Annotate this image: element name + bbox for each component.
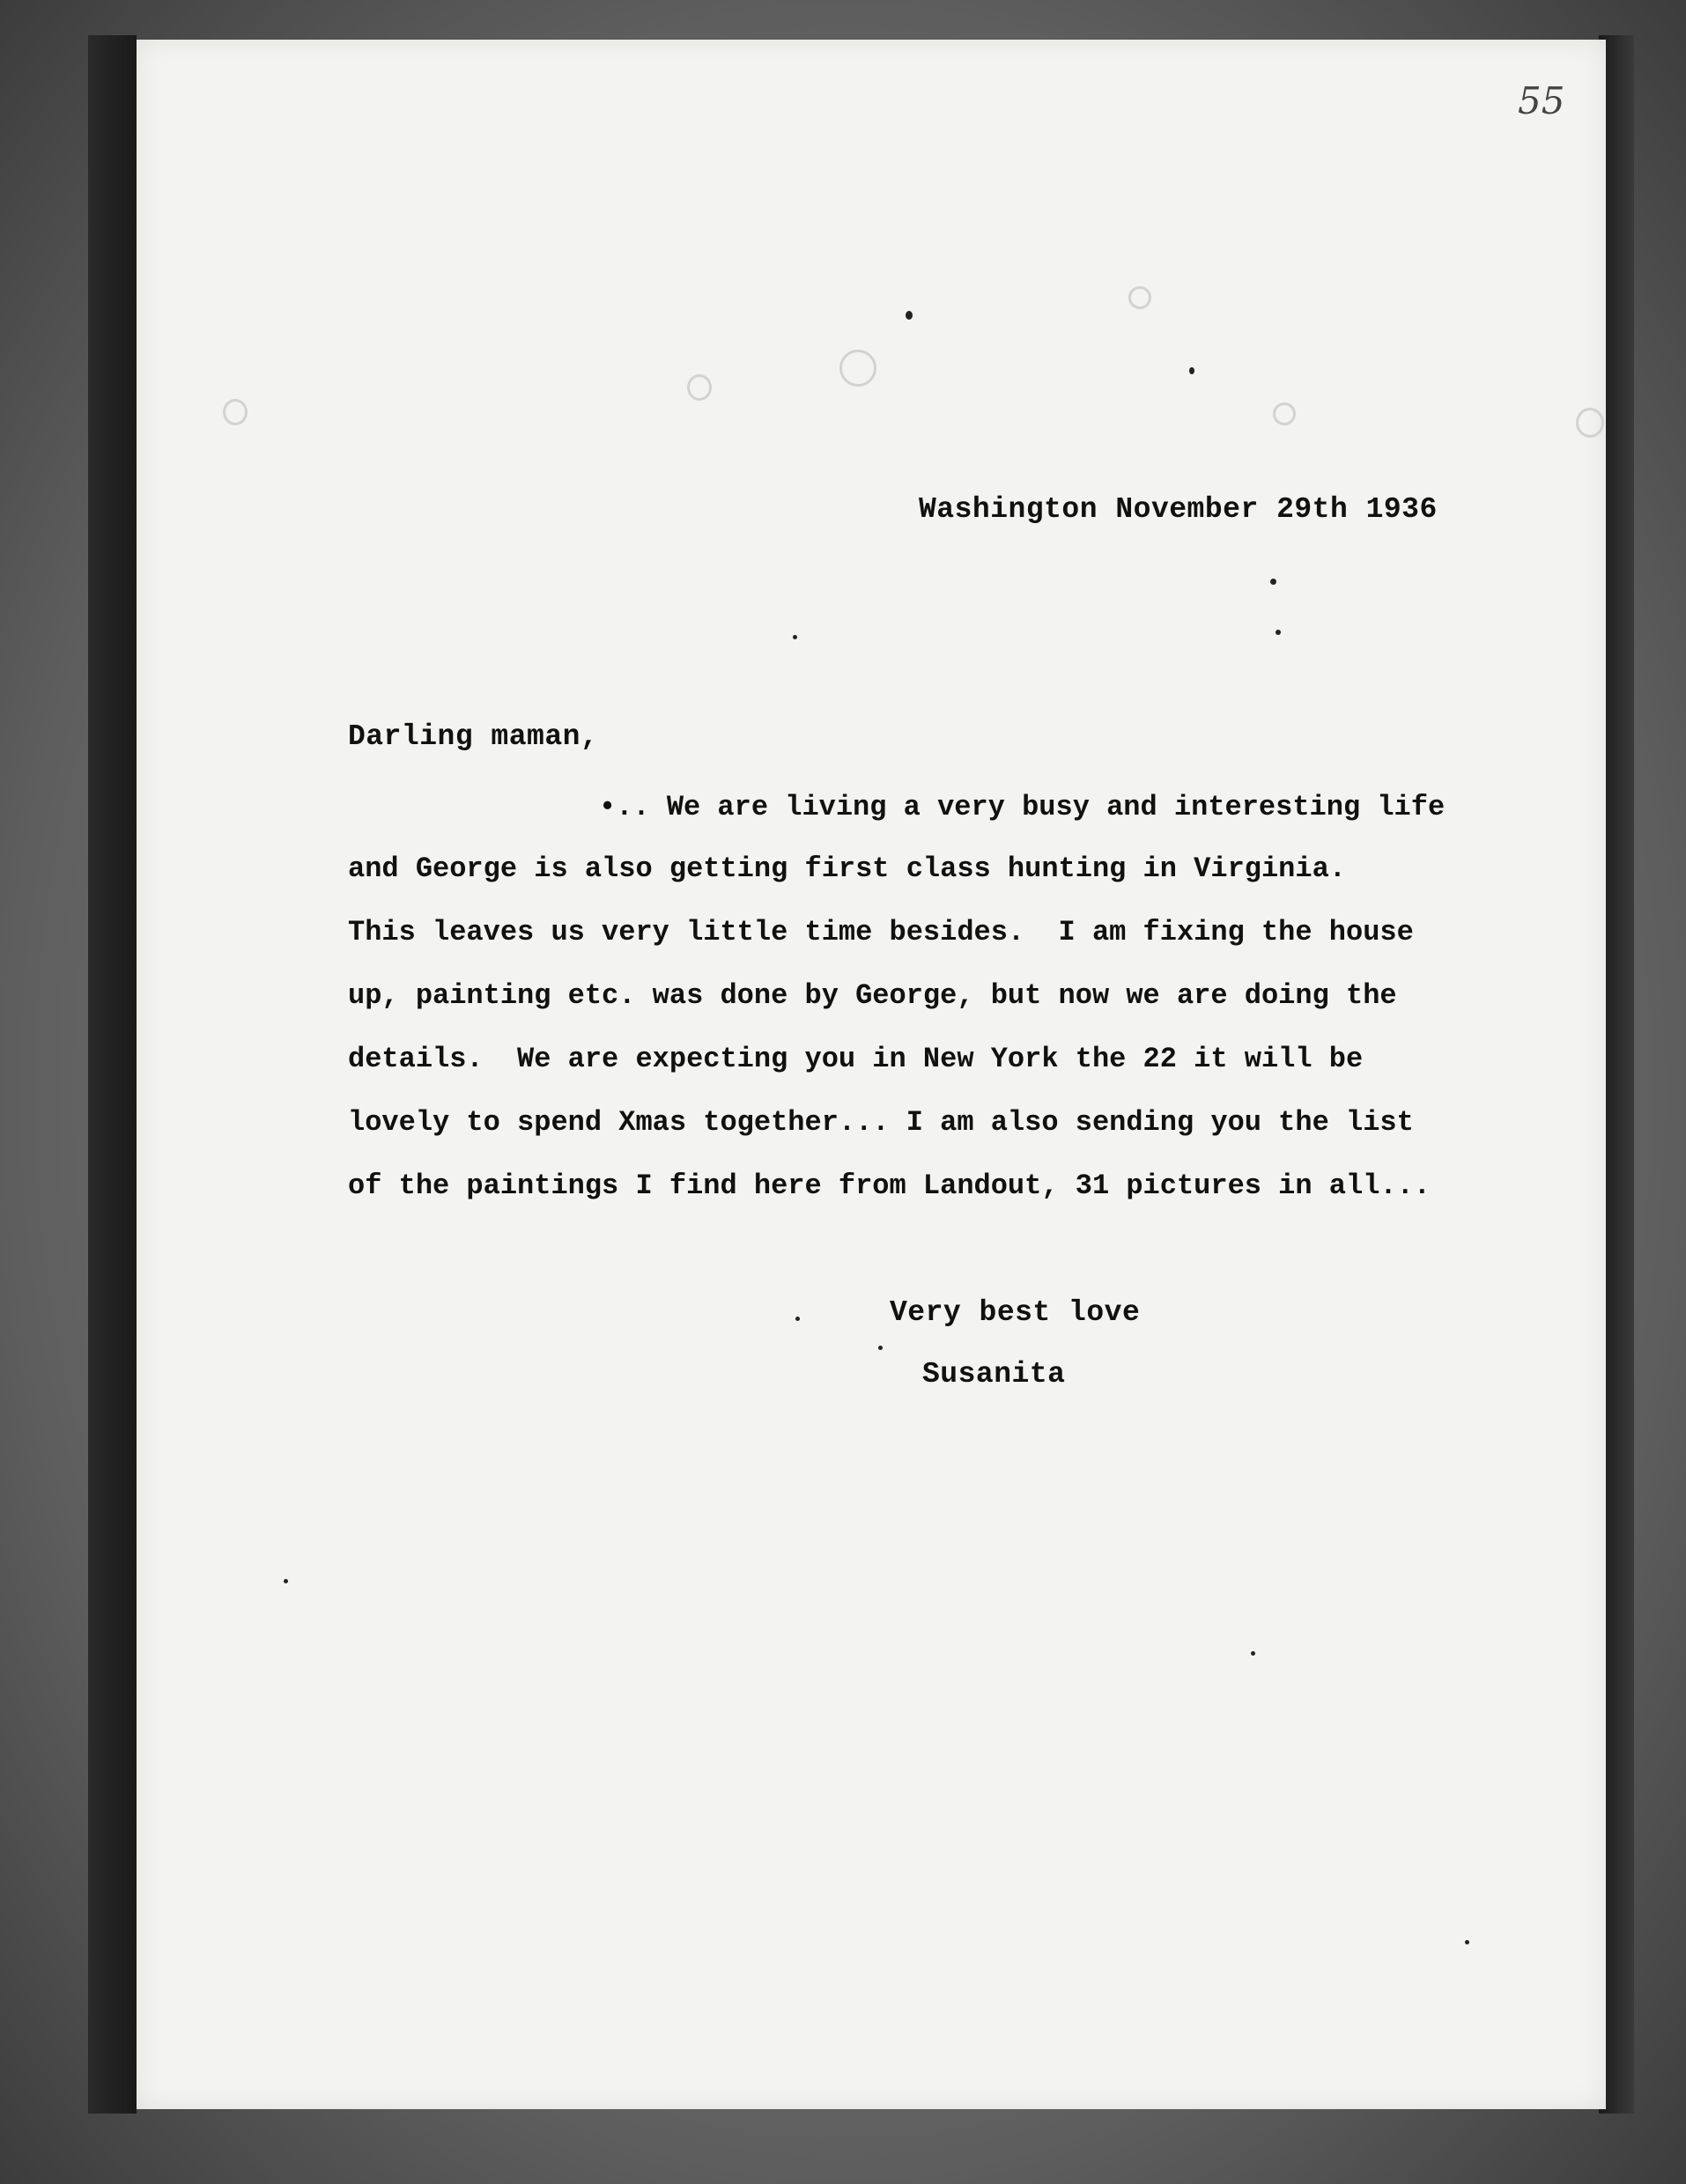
signature: Susanita: [922, 1358, 1066, 1391]
scan-speck: [906, 311, 913, 320]
closing: Very best love: [890, 1296, 1141, 1329]
scan-shadow-left: [88, 35, 137, 2114]
scan-speck: [1465, 1940, 1469, 1944]
body-line: up, painting etc. was done by George, but now we are doing the: [348, 979, 1397, 1012]
scan-speck: [1189, 367, 1194, 374]
scan-ring: [687, 374, 712, 401]
salutation: Darling maman,: [348, 720, 599, 753]
body-line: •.. We are living a very busy and interesting life: [599, 791, 1446, 823]
body-line: This leaves us very little time besides. I am fixing the house: [348, 916, 1414, 948]
page-number: 55: [1518, 79, 1565, 122]
scan-speck: [1270, 579, 1276, 585]
body-line: of the paintings I find here from Landout, 31 pictures in all...: [348, 1169, 1431, 1202]
scan-ring: [223, 399, 248, 425]
scan-speck: [793, 635, 797, 639]
scan-speck: [878, 1346, 883, 1350]
body-line: lovely to spend Xmas together... I am also sending you the list: [348, 1106, 1414, 1139]
scan-speck: [1276, 630, 1281, 635]
scan-ring: [1273, 402, 1296, 425]
scan-speck: [1251, 1651, 1255, 1656]
scan-ring: [839, 350, 876, 387]
body-line: details. We are expecting you in New York the 22 it will be: [348, 1043, 1364, 1075]
scan-ring: [1128, 286, 1151, 309]
place-date: Washington November 29th 1936: [919, 493, 1438, 526]
scan-ring: [1576, 408, 1604, 438]
body-line: and George is also getting first class hunting in Virginia.: [348, 852, 1346, 885]
scan-speck: [795, 1317, 800, 1321]
scan-speck: [284, 1579, 288, 1583]
